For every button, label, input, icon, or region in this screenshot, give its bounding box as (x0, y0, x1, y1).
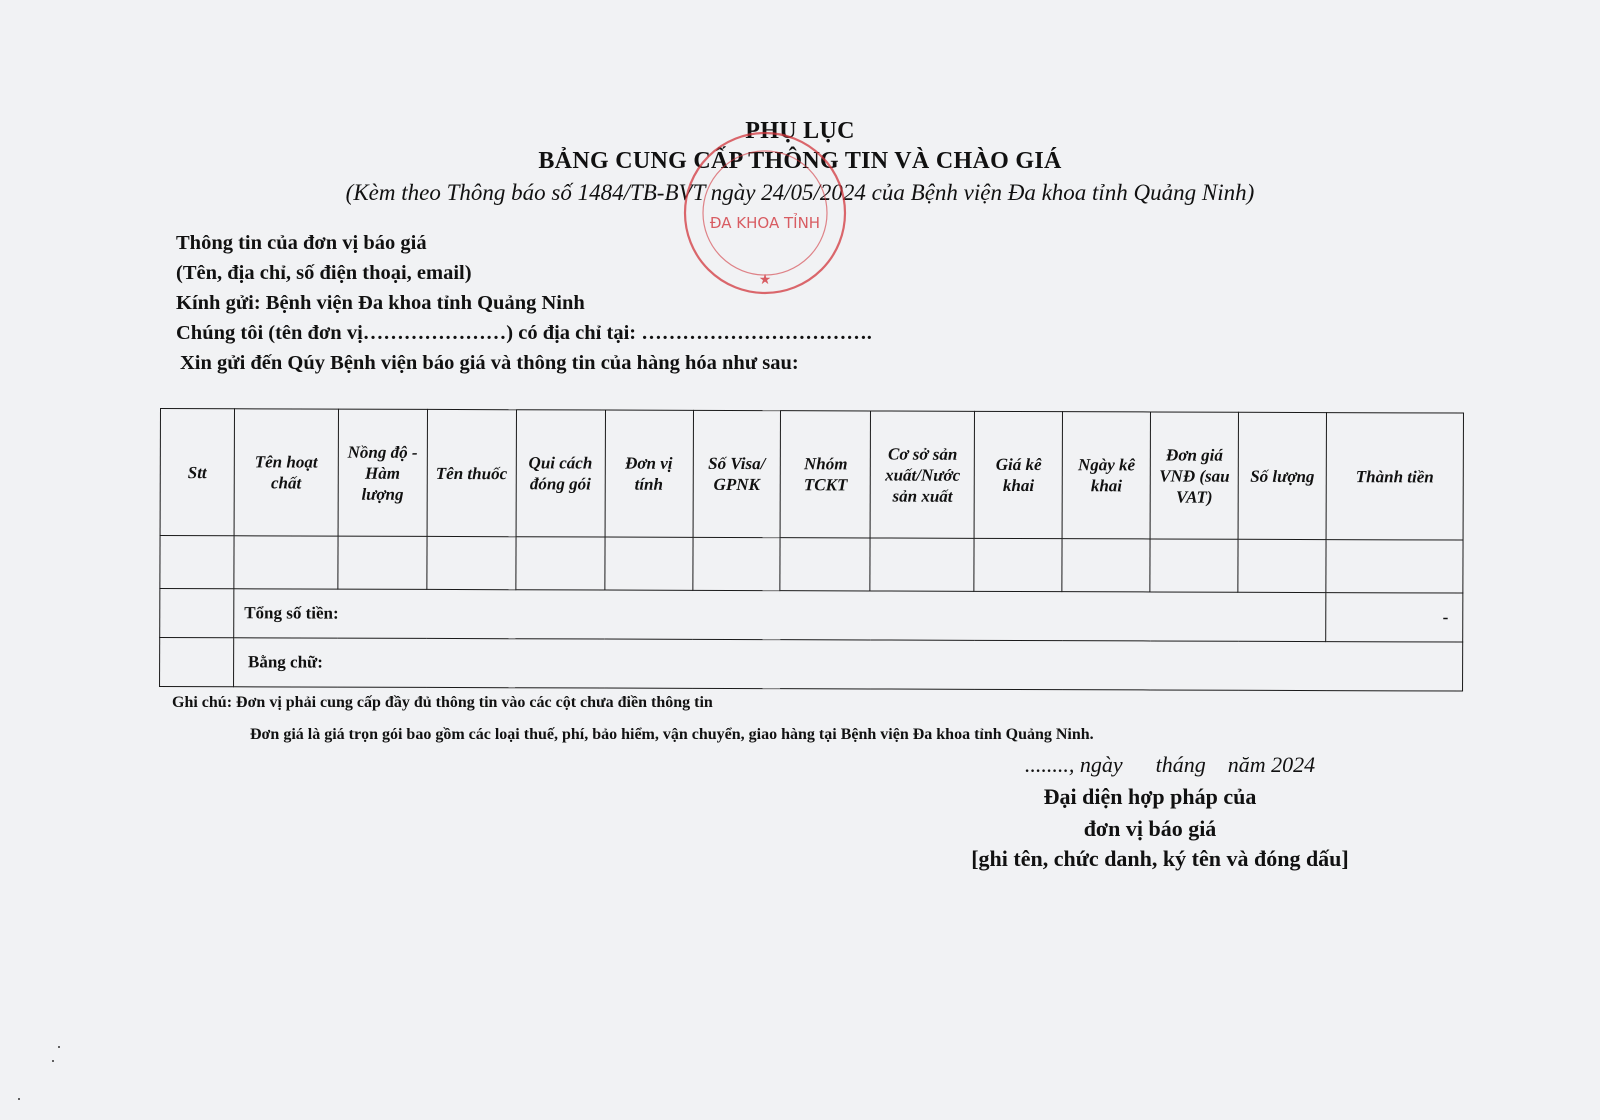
column-header: Nồng độ - Hàm lượng (338, 409, 427, 536)
stamp-text: ĐA KHOA TỈNH (709, 214, 821, 232)
column-header: Stt (160, 409, 234, 536)
table-cell (160, 589, 234, 638)
column-header: Số lượng (1238, 412, 1326, 539)
column-header: Tên hoạt chất (234, 409, 338, 536)
table-row (160, 536, 1463, 594)
signature-title-1: Đại diện hợp pháp của (1043, 784, 1257, 809)
column-header: Đơn giá VNĐ (sau VAT) (1150, 412, 1238, 539)
total-value[interactable]: - (1326, 593, 1463, 642)
total-row (160, 589, 1463, 643)
column-header: Qui cách đóng gói (516, 410, 605, 537)
table-cell[interactable] (974, 538, 1062, 591)
quote-table (159, 408, 1464, 692)
signature-instruction: [ghi tên, chức danh, ký tên và đóng dấu] (971, 846, 1349, 871)
table-cell[interactable] (427, 536, 516, 589)
column-header: Số Visa/ GPNK (693, 410, 781, 537)
info-recipient: Kính gửi: Bệnh viện Đa khoa tỉnh Quảng Ninh (176, 292, 585, 314)
info-unit-details: (Tên, địa chỉ, số điện thoại, email) (176, 262, 472, 284)
table-cell[interactable] (1062, 539, 1150, 592)
table-cell[interactable] (234, 536, 338, 589)
scan-speck (52, 1060, 54, 1062)
table-cell[interactable] (1326, 540, 1463, 593)
info-request: Xin gửi đến Qúy Bệnh viện báo giá và thông tin của hàng hóa như sau: (180, 352, 799, 374)
table-cell[interactable] (1150, 539, 1238, 592)
table-cell[interactable] (692, 537, 780, 590)
doc-title-appendix: PHỤ LỤC (745, 118, 855, 144)
red-seal-stamp (678, 126, 852, 300)
amount-in-words-row (160, 638, 1463, 692)
table-cell[interactable] (604, 537, 692, 590)
table-cell[interactable] (780, 538, 870, 591)
column-header: Ngày kê khai (1062, 412, 1150, 539)
table-cell[interactable] (1238, 539, 1326, 592)
total-label: Tổng số tiền: (234, 589, 1326, 642)
column-header: Thành tiền (1326, 413, 1463, 540)
column-header: Cơ sở sản xuất/Nước sản xuất (870, 411, 974, 538)
info-unit-heading: Thông tin của đơn vị báo giá (176, 232, 427, 254)
scan-speck (18, 1098, 20, 1100)
doc-title: BẢNG CUNG CẤP THÔNG TIN VÀ CHÀO GIÁ (538, 148, 1062, 174)
column-header: Giá kê khai (974, 411, 1062, 538)
table-cell[interactable] (160, 536, 234, 589)
column-header: Đơn vị tính (605, 410, 693, 537)
info-company-address: Chúng tôi (tên đơn vị…………………) có địa chỉ tại: ……………………………. (176, 322, 872, 344)
doc-subtitle: (Kèm theo Thông báo số 1484/TB-BVT ngày 24/05/2024 của Bệnh viện Đa khoa tỉnh Quảng Ninh) (345, 180, 1255, 205)
signature-date: ........, ngày tháng năm 2024 (1024, 752, 1316, 777)
note-line-1: Ghi chú: Đơn vị phải cung cấp đầy đủ thông tin vào các cột chưa điền thông tin (172, 694, 713, 711)
amount-in-words-label: Bằng chữ: (233, 638, 1462, 691)
table-cell[interactable] (338, 536, 427, 589)
table-cell (160, 638, 234, 687)
scan-speck (58, 1046, 60, 1048)
column-header: Nhóm TCKT (781, 411, 871, 538)
note-line-2: Đơn giá là giá trọn gói bao gồm các loại thuế, phí, bảo hiểm, vận chuyển, giao hàng tại Bệnh viện Đa khoa tỉnh Quảng Ninh. (250, 726, 1094, 743)
signature-title-2: đơn vị báo giá (1083, 816, 1217, 841)
table-cell[interactable] (870, 538, 974, 591)
svg-text:★: ★ (758, 273, 772, 288)
column-header: Tên thuốc (427, 409, 516, 536)
table-cell[interactable] (516, 537, 605, 590)
table-header-row (160, 409, 1463, 541)
